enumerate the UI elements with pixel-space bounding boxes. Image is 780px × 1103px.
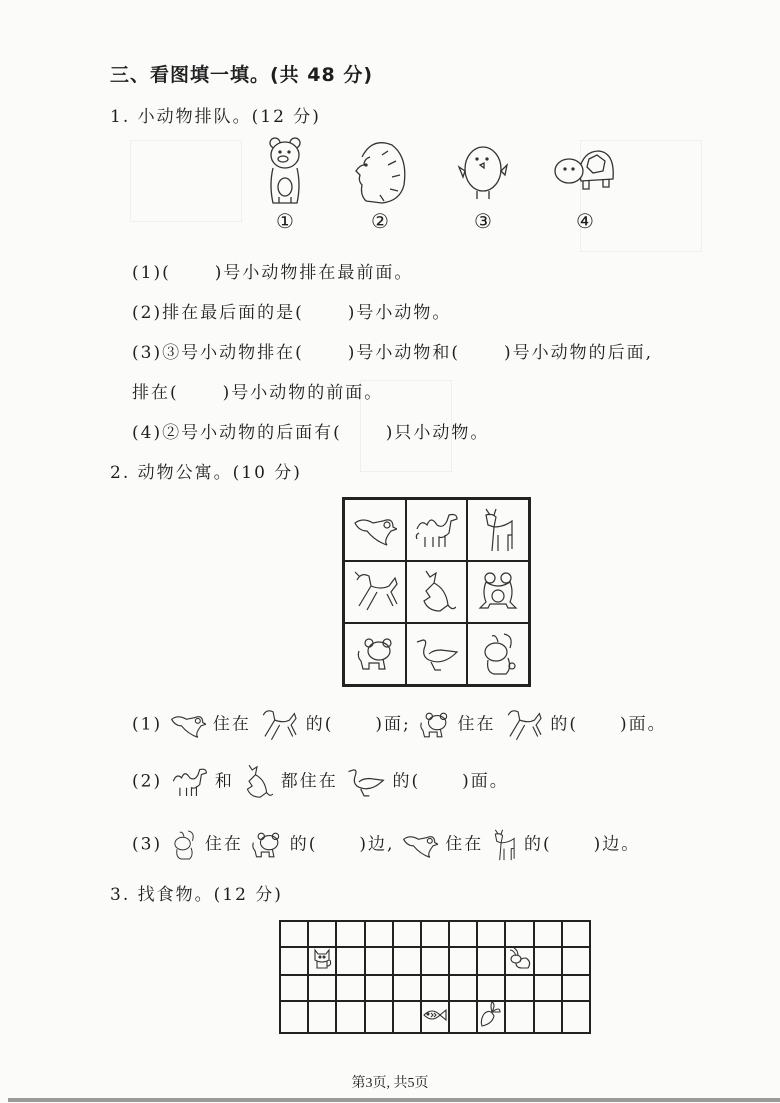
fish-icon [422,1007,448,1027]
bear-cub-icon [355,635,395,673]
animal-number: ③ [474,209,492,233]
q1-item-3-cont: 排在( )号小动物的前面。 [132,383,384,403]
q2-item-3: (3) 住在 的( )边, 住在 的( )边。 [132,826,640,864]
grid-cell [562,1001,590,1033]
animal-3 [448,135,518,233]
animal-number: ② [371,209,389,233]
apt-cell-bear [344,623,406,685]
grid-cell [534,921,562,947]
horse-icon [258,707,298,743]
bird-icon [170,711,206,739]
apt-cell-goose [406,623,468,685]
grid-cell [365,975,393,1001]
grid-cell [562,921,590,947]
animal-2 [345,135,415,233]
chick-icon [455,135,511,207]
grid-cell [449,921,477,947]
kangaroo-icon [416,567,456,617]
q3-title: 3. 找食物。(12 分) [110,885,283,905]
camel-icon [170,766,208,798]
camel-icon [413,511,459,549]
grid-cell [421,947,449,975]
grid-cell [505,1001,533,1033]
grid-cell [336,1001,364,1033]
apt-cell-bird [344,499,406,561]
grid-cell [308,1001,336,1033]
hedgehog-icon [352,135,408,207]
rabbit-icon [508,948,532,974]
horse-icon [351,570,399,614]
animal-number: ④ [576,209,594,233]
goose-icon [345,766,385,798]
grid-cell [477,921,505,947]
q1-item-3: (3)③号小动物排在( )号小动物和( )号小动物的后面, [132,343,654,363]
grid-cell [308,975,336,1001]
grid-cell [393,975,421,1001]
grid-cell [505,975,533,1001]
bear-icon [265,135,305,207]
grid-cell [280,921,308,947]
bird-icon [402,831,438,859]
grid-cell [336,975,364,1001]
goat-icon [491,826,517,864]
grid-cell [308,921,336,947]
goose-icon [413,636,459,672]
grid-cell [477,947,505,975]
q2-title: 2. 动物公寓。(10 分) [110,463,302,483]
q2-item-2: (2) 和 都住在 的( )面。 [132,762,509,802]
page-edge [8,1098,780,1102]
animal-number: ① [276,209,294,233]
animal-queue [250,135,630,245]
bear-cub-icon [250,830,282,860]
rabbit-icon [170,829,198,861]
animal-apartment-grid [342,497,531,687]
grid-cell [449,975,477,1001]
grid-cell [421,1001,449,1033]
grid-cell [365,947,393,975]
apt-cell-frog [467,561,529,623]
grid-cell [280,975,308,1001]
animal-4 [550,135,620,233]
bird-icon [353,513,397,547]
q1-item-4: (4)②号小动物的后面有( )只小动物。 [132,423,490,443]
apt-cell-horse [344,561,406,623]
grid-cell [505,947,533,975]
grid-cell [477,975,505,1001]
apt-cell-rabbit [467,623,529,685]
q2-item-1: (1) 住在 的( )面; 住在 的( )面。 [132,707,667,743]
horse-icon [503,707,543,743]
grid-cell [562,975,590,1001]
grid-cell [393,921,421,947]
grid-cell [336,921,364,947]
grid-cell [421,921,449,947]
radish-icon [480,1002,502,1032]
apt-cell-camel [406,499,468,561]
grid-cell [505,921,533,947]
cat-icon [312,948,332,974]
q1-item-2: (2)排在最后面的是( )号小动物。 [132,303,452,323]
grid-cell [421,975,449,1001]
bear-cub-icon [418,710,450,740]
section-title: 三、看图填一填。(共 48 分) [110,64,374,86]
frog-icon [478,570,518,614]
kangaroo-icon [241,762,273,802]
grid-cell [393,947,421,975]
grid-cell [280,1001,308,1033]
q1-item-1: (1)( )号小动物排在最前面。 [132,263,414,283]
grid-cell [562,947,590,975]
food-grid [279,920,591,1034]
grid-cell [449,1001,477,1033]
grid-cell [534,947,562,975]
grid-cell [449,947,477,975]
apt-cell-goat [467,499,529,561]
animal-1 [250,135,320,233]
grid-cell [308,947,336,975]
grid-cell [280,947,308,975]
apt-cell-kangaroo [406,561,468,623]
turtle-icon [553,135,617,207]
goat-icon [480,505,516,555]
grid-cell [365,1001,393,1033]
rabbit-icon [478,632,518,676]
grid-cell [534,975,562,1001]
grid-cell [365,921,393,947]
grid-cell [534,1001,562,1033]
page-footer: 第3页, 共5页 [351,1076,429,1091]
grid-cell [477,1001,505,1033]
bleed-through-box [130,140,242,222]
q1-title: 1. 小动物排队。(12 分) [110,107,321,127]
grid-cell [393,1001,421,1033]
grid-cell [336,947,364,975]
